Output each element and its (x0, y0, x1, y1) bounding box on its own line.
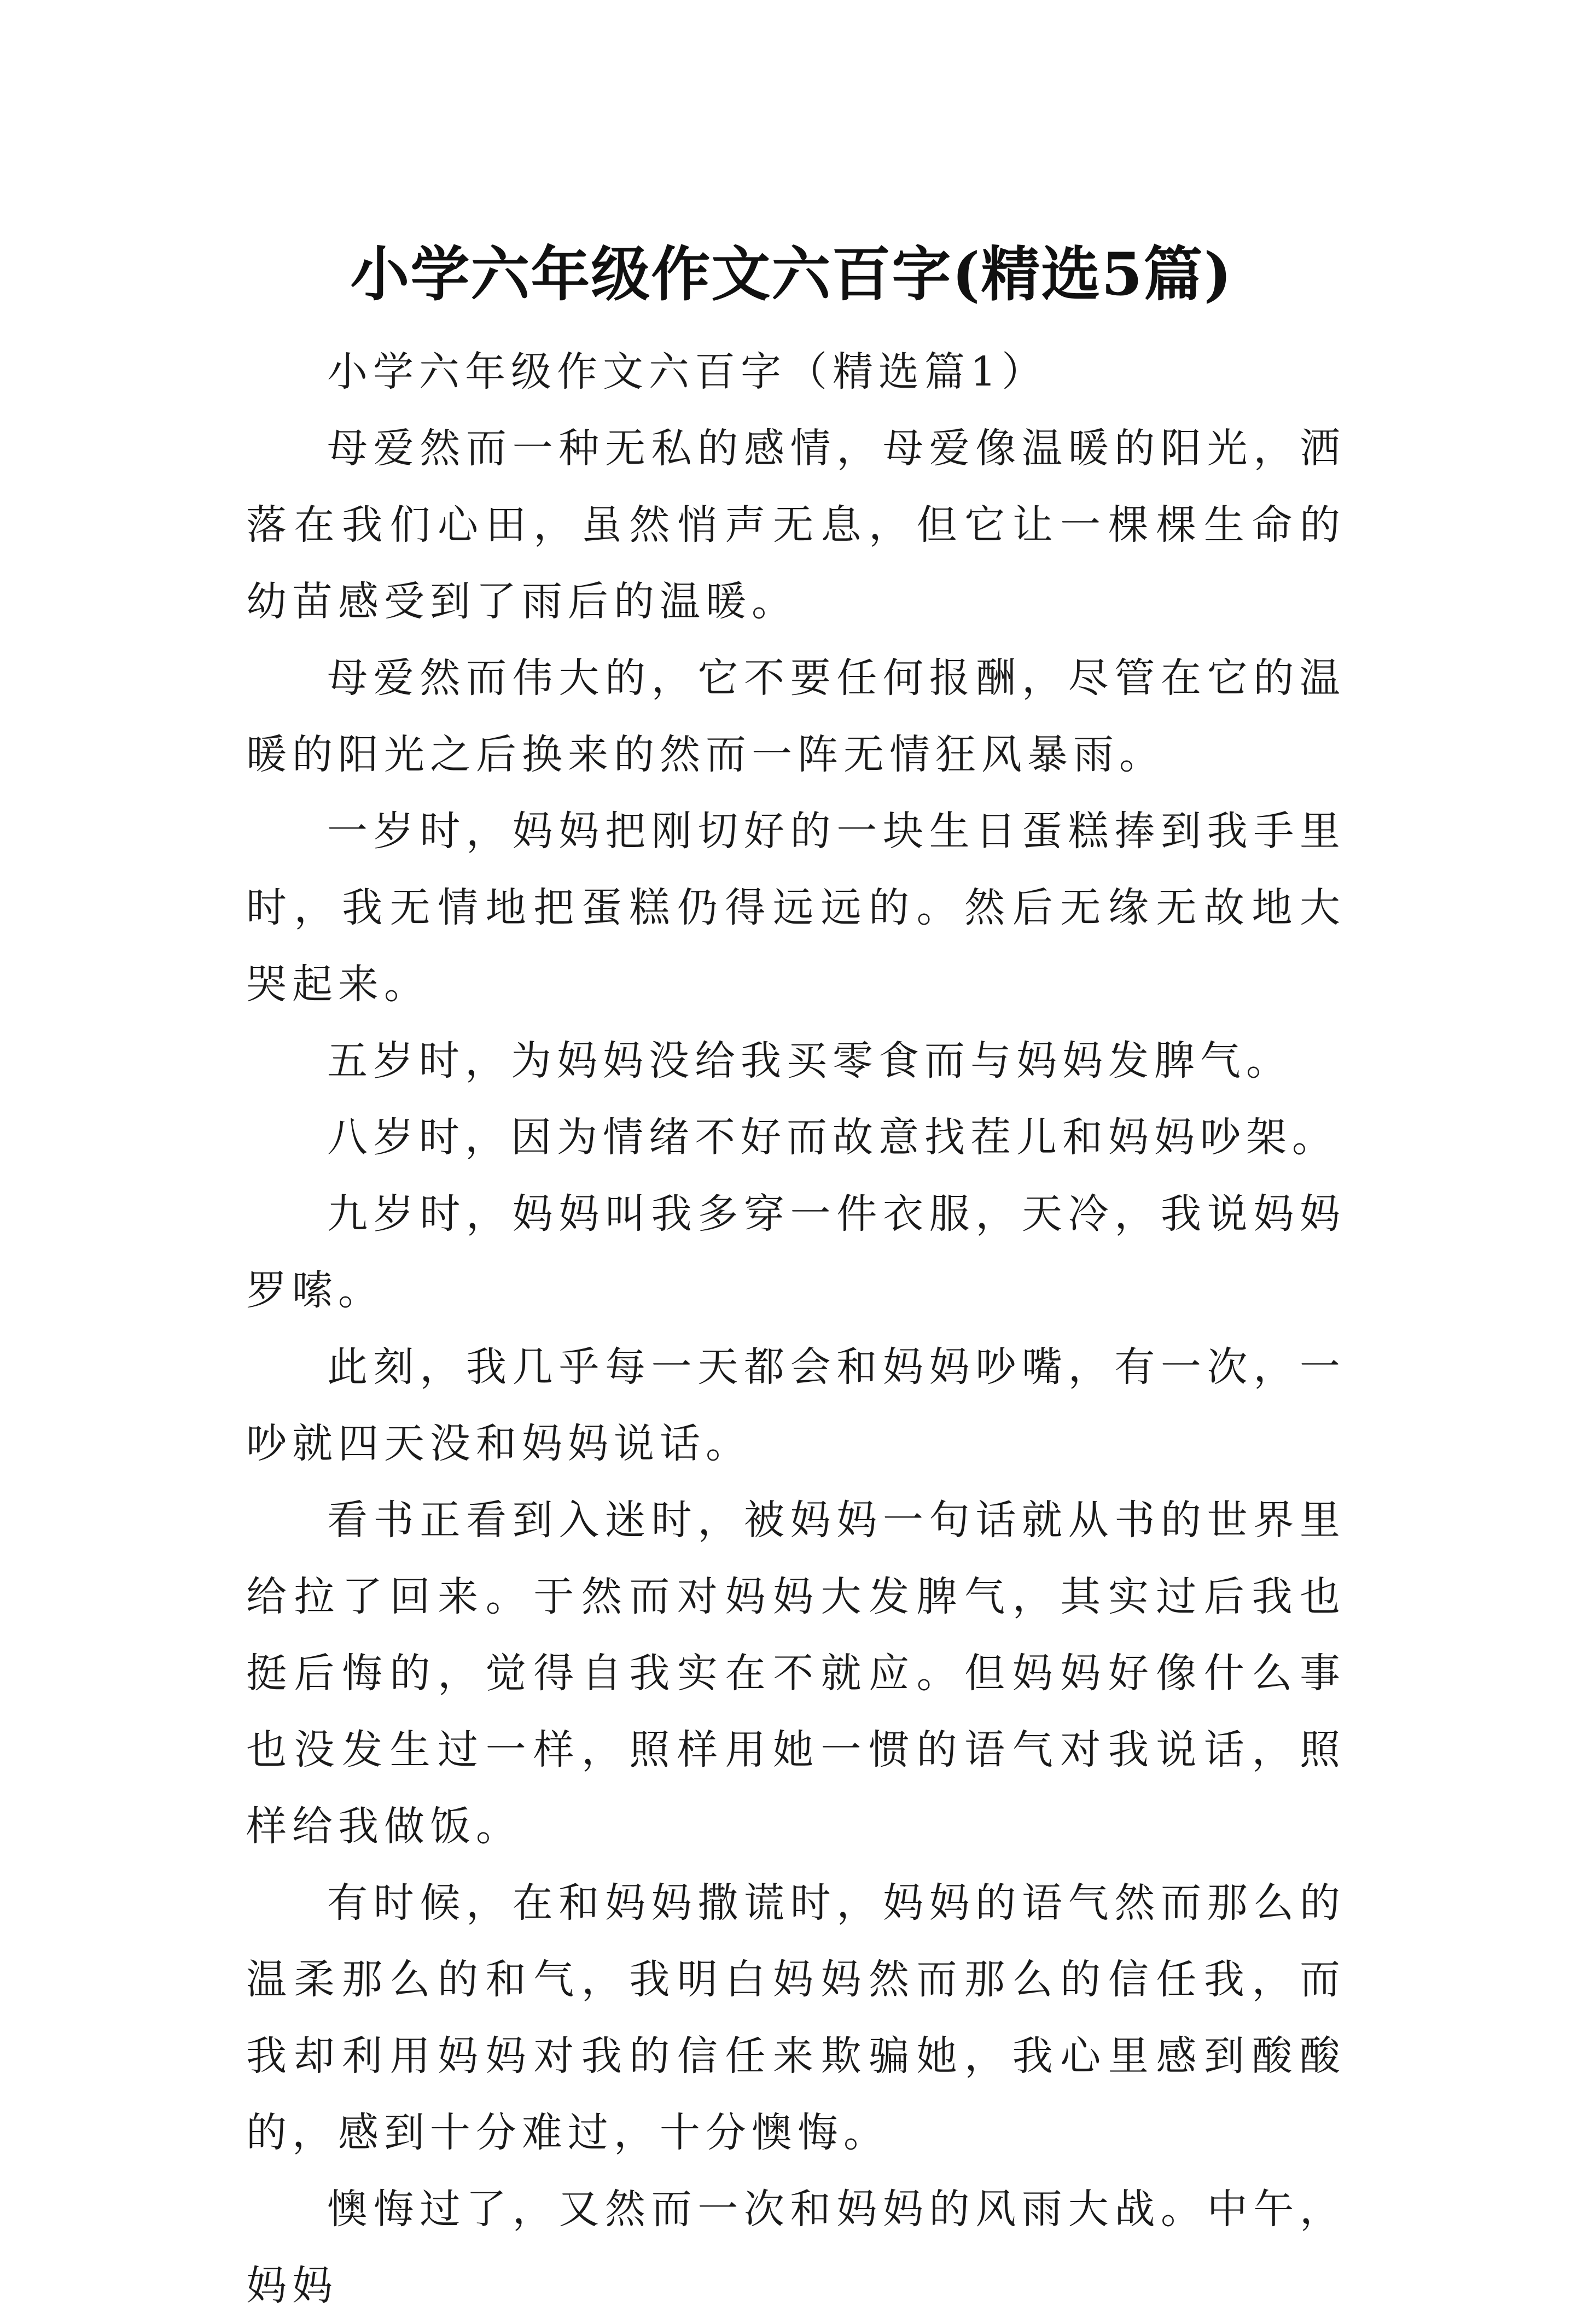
section-heading: 小学六年级作文六百字（精选篇1） (327, 348, 1048, 395)
paragraph: 五岁时，为妈妈没给我买零食而与妈妈发脾气。 (327, 1037, 1292, 1084)
paragraph: 有时候，在和妈妈撒谎时，妈妈的语气然而那么的温柔那么的和气，我明白妈妈然而那么的信任我，而我却利用妈妈对我的信任来欺骗她，我心里感到酸酸的，感到十分难过，十分懊悔。 (246, 1879, 1346, 2156)
paragraph: 懊悔过了，又然而一次和妈妈的风雨大战。中午，妈妈 (246, 2186, 1346, 2309)
paragraph: 九岁时，妈妈叫我多穿一件衣服，天冷，我说妈妈罗嗦。 (246, 1190, 1346, 1314)
document-title: 小学六年级作文六百字(精选5篇) (350, 240, 1233, 310)
paragraph: 母爱然而伟大的，它不要任何报酬，尽管在它的温暖的阳光之后换来的然而一阵无情狂风暴雨。 (246, 655, 1346, 778)
paragraph: 八岁时，因为情绪不好而故意找茬儿和妈妈吵架。 (327, 1114, 1338, 1161)
document-body (246, 334, 1346, 2324)
paragraph: 一岁时，妈妈把刚切好的一块生日蛋糕捧到我手里时，我无情地把蛋糕仍得远远的。然后无缘无故地大哭起来。 (246, 808, 1346, 1008)
paragraph: 看书正看到入迷时，被妈妈一句话就从书的世界里给拉了回来。于然而对妈妈大发脾气，其实过后我也挺后悔的，觉得自我实在不就应。但妈妈好像什么事也没发生过一样，照样用她一惯的语气对我说话，照样给我做饭。 (246, 1497, 1346, 1850)
paragraph: 母爱然而一种无私的感情，母爱像温暖的阳光，洒落在我们心田，虽然悄声无息，但它让一棵棵生命的幼苗感受到了雨后的温暖。 (246, 425, 1346, 625)
paragraph: 此刻，我几乎每一天都会和妈妈吵嘴，有一次，一吵就四天没和妈妈说话。 (246, 1344, 1346, 1467)
